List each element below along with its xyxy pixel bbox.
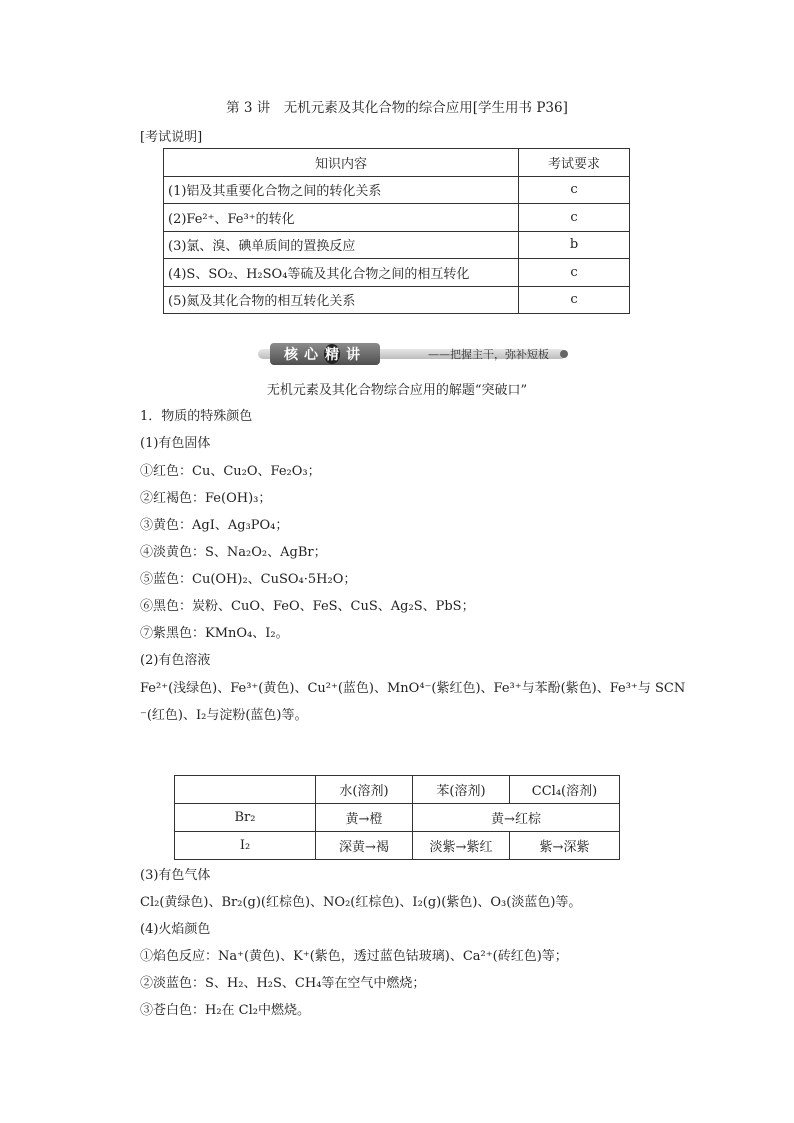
knowledge-cell: (4)S、SO₂、H₂SO₄等硫及其化合物之间的相互转化 (164, 259, 519, 287)
knowledge-cell: (5)氮及其化合物的相互转化关系 (164, 286, 519, 314)
table-row (164, 286, 630, 314)
gases-text: Cl₂(黄绿色)、Br₂(g)(红棕色)、NO₂(红棕色)、I₂(g)(紫色)、O₃(淡蓝色)等。 (140, 895, 582, 910)
knowledge-cell: (1)铝及其重要化合物之间的转化关系 (164, 176, 519, 204)
table-row (164, 259, 630, 287)
list-item: ②红褐色：Fe(OH)₃； (140, 491, 272, 506)
banner-subtitle: ——把握主干，弥补短板 (428, 348, 549, 361)
requirement-cell: b (519, 231, 630, 259)
banner-dot-icon (560, 350, 568, 358)
header-water: 水(溶剂) (316, 776, 413, 804)
solutions-text-line1: Fe²⁺(浅绿色)、Fe³⁺(黄色)、Cu²⁺(蓝色)、MnO⁴⁻(紫红色)、Fe³⁺与苯酚(紫色)、Fe³⁺与 SCN (140, 681, 686, 696)
subheading-gases: (3)有色气体 (140, 868, 211, 883)
row-label-i2: I₂ (175, 832, 316, 860)
heading-special-colors: 1．物质的特殊颜色 (140, 409, 253, 424)
requirement-cell: c (519, 176, 630, 204)
list-item: ③苍白色：H₂在 Cl₂中燃烧。 (140, 1003, 310, 1018)
subheading-flame: (4)火焰颜色 (140, 922, 211, 937)
header-knowledge: 知识内容 (164, 149, 519, 177)
list-item: ⑦紫黑色：KMnO₄、I₂。 (140, 626, 289, 641)
header-empty (175, 776, 316, 804)
subheading-solutions: (2)有色溶液 (140, 653, 211, 668)
requirement-cell: c (519, 204, 630, 232)
list-item: ①焰色反应：Na⁺(黄色)、K⁺(紫色，透过蓝色钴玻璃)、Ca²⁺(砖红色)等； (140, 949, 568, 964)
table-row (164, 231, 630, 259)
list-item: ⑥黑色：炭粉、CuO、FeO、FeS、CuS、Ag₂S、PbS； (140, 599, 475, 614)
table-header-row (164, 149, 630, 177)
knowledge-cell: (2)Fe²⁺、Fe³⁺的转化 (164, 204, 519, 232)
exam-description-label: [考试说明] (140, 130, 203, 145)
header-benzene: 苯(溶剂) (413, 776, 510, 804)
solvent-color-table (174, 775, 620, 860)
solutions-text-line2: ⁻(红色)、I₂与淀粉(蓝色)等。 (140, 708, 308, 723)
header-ccl4: CCl₄(溶剂) (510, 776, 620, 804)
i2-water-cell: 深黄→褐 (316, 832, 413, 860)
i2-ccl4-cell: 紫→深紫 (510, 832, 620, 860)
table-row (175, 832, 620, 860)
requirement-cell: c (519, 286, 630, 314)
br2-organic-cell: 黄→红棕 (413, 804, 620, 832)
list-item: ⑤蓝色：Cu(OH)₂、CuSO₄·5H₂O； (140, 572, 357, 587)
knowledge-cell: (3)氯、溴、碘单质间的置换反应 (164, 231, 519, 259)
page-title: 第 3 讲 无机元素及其化合物的综合应用[学生用书 P36] (226, 100, 568, 116)
table-header-row (175, 776, 620, 804)
list-item: ②淡蓝色：S、H₂、H₂S、CH₄等在空气中燃烧； (140, 976, 426, 991)
section-title: 无机元素及其化合物综合应用的解题“突破口” (266, 383, 528, 398)
table-row (164, 176, 630, 204)
i2-benzene-cell: 淡紫→紫红 (413, 832, 510, 860)
list-item: ①红色：Cu、Cu₂O、Fe₂O₃； (140, 464, 321, 479)
exam-requirements-table (163, 148, 630, 314)
list-item: ③黄色：AgI、Ag₃PO₄； (140, 518, 289, 533)
banner-tag-text-a: 核心 (284, 347, 324, 363)
banner-tag-highlight: 精 (324, 344, 340, 364)
subheading-solids: (1)有色固体 (140, 436, 211, 451)
header-requirement: 考试要求 (519, 149, 630, 177)
list-item: ④淡黄色：S、Na₂O₂、AgBr； (140, 545, 327, 560)
banner-tag-text-b: 讲 (346, 347, 366, 363)
table-row (164, 204, 630, 232)
row-label-br2: Br₂ (175, 804, 316, 832)
core-lecture-banner (252, 343, 572, 365)
banner-tag (270, 343, 380, 365)
br2-water-cell: 黄→橙 (316, 804, 413, 832)
table-row (175, 804, 620, 832)
requirement-cell: c (519, 259, 630, 287)
